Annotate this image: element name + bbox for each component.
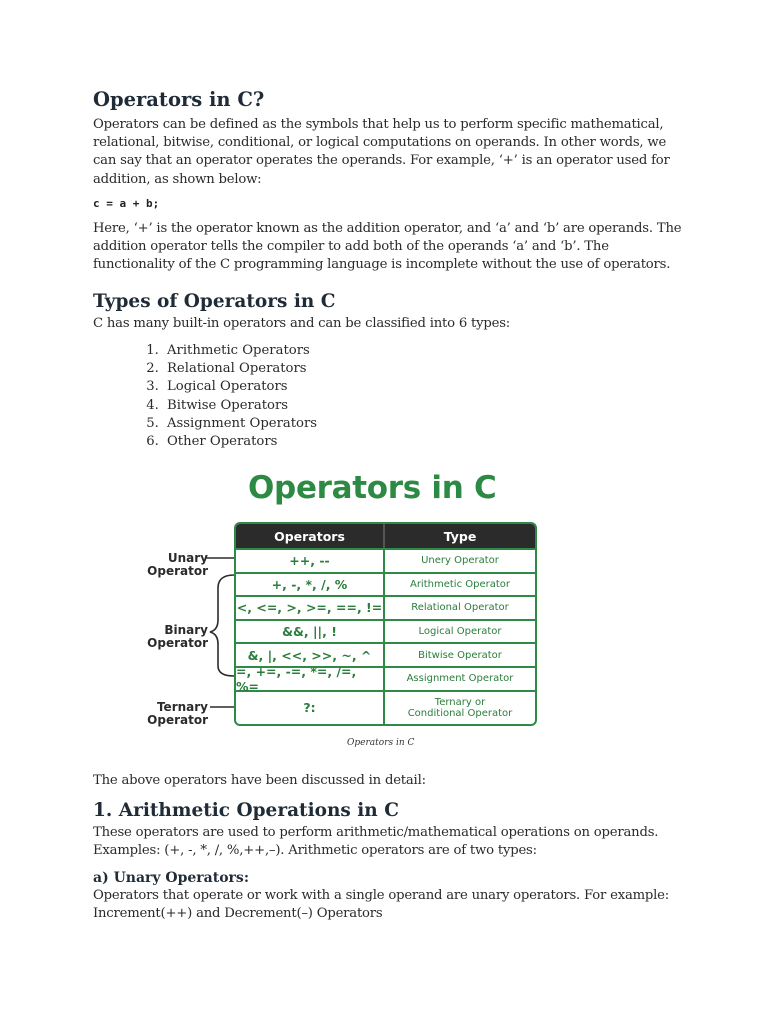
list-item: 2. Relational Operators (163, 360, 683, 378)
operator-cell: &, |, <<, >>, ~, ^ (236, 644, 385, 666)
article-bottom (93, 772, 683, 923)
operator-cell: +, -, *, /, % (236, 574, 385, 596)
list-item: 1. Arithmetic Operators (163, 342, 683, 360)
list-item: 4. Bitwise Operators (163, 397, 683, 415)
ternary-label: Ternary Operator (147, 700, 208, 727)
operators-figure (130, 470, 550, 748)
types-list (93, 342, 683, 452)
list-item: 5. Assignment Operators (163, 415, 683, 433)
table-row (236, 663, 535, 694)
type-cell: Assignment Operator (406, 673, 514, 685)
operator-cell: =, +=, -=, *=, /=, %= (236, 668, 385, 690)
type-cell: Relational Operator (411, 602, 509, 614)
types-heading: Types of Operators in C (93, 291, 336, 313)
header-type: Type (443, 528, 477, 544)
operator-cell: <, <=, >, >=, ==, != (236, 597, 385, 619)
operator-cell: &&, ||, ! (236, 621, 385, 643)
discussed-line: The above operators have been discussed in detail: (93, 773, 426, 788)
figure-title: Operators in C (248, 470, 497, 506)
table-row (236, 619, 535, 643)
unary-paragraph: Operators that operate or work with a single operand are unary operators. For example: Increment(++) and Decrement(–) Operators (93, 887, 670, 921)
operator-cell: ++, -- (236, 550, 385, 572)
unary-label: Unary Operator (147, 551, 208, 578)
type-cell: Logical Operator (418, 626, 502, 638)
intro-paragraph: Operators can be defined as the symbols that help us to perform specific mathematical, relational, bitwise, conditional, or logical computations on operands. In other words, we can say that an operator operates the operands. For example, ‘+’ is an operator used for addition, as shown below: (93, 117, 670, 187)
binary-label: Binary Operator (147, 623, 208, 650)
type-cell: Bitwise Operator (418, 649, 502, 661)
type-cell: Unery Operator (421, 555, 499, 567)
type-cell: Arithmetic Operator (409, 578, 511, 590)
code-example: c = a + b; (93, 196, 160, 210)
arithmetic-heading: 1. Arithmetic Operations in C (93, 800, 399, 822)
list-item: 3. Logical Operators (163, 378, 683, 396)
type-cell: Ternary or Conditional Operator (407, 696, 513, 719)
table-row (236, 548, 535, 572)
unary-subheading: a) Unary Operators: (93, 869, 249, 886)
types-lead: C has many built-in operators and can be classified into 6 types: (93, 316, 511, 332)
table-row (236, 690, 535, 724)
article-top (93, 86, 683, 451)
list-item: 6. Other Operators (163, 433, 683, 451)
figure-caption: Operators in C (347, 738, 415, 748)
page-title: Operators in C? (93, 88, 265, 111)
connector-lines (130, 470, 240, 740)
table-header (236, 524, 535, 548)
table-row (236, 595, 535, 619)
intro-paragraph-2: Here, ‘+’ is the operator known as the addition operator, and ‘a’ and ‘b’ are operands. The addition operator tells the compiler to add both of the operands ‘a’ and ‘b’. The functionality of the C programming language is incomplete without the use of operators. (93, 220, 682, 273)
table-row (236, 642, 535, 666)
binary-brace (210, 575, 234, 676)
operator-cell: ?: (236, 692, 385, 724)
header-operators: Operators (236, 524, 385, 548)
operators-table (234, 522, 537, 726)
table-row (236, 572, 535, 596)
arithmetic-paragraph: These operators are used to perform arithmetic/mathematical operations on operands. Examples: (+, -, *, /, %,++,–). Arithmetic operators are of two types: (93, 825, 659, 859)
